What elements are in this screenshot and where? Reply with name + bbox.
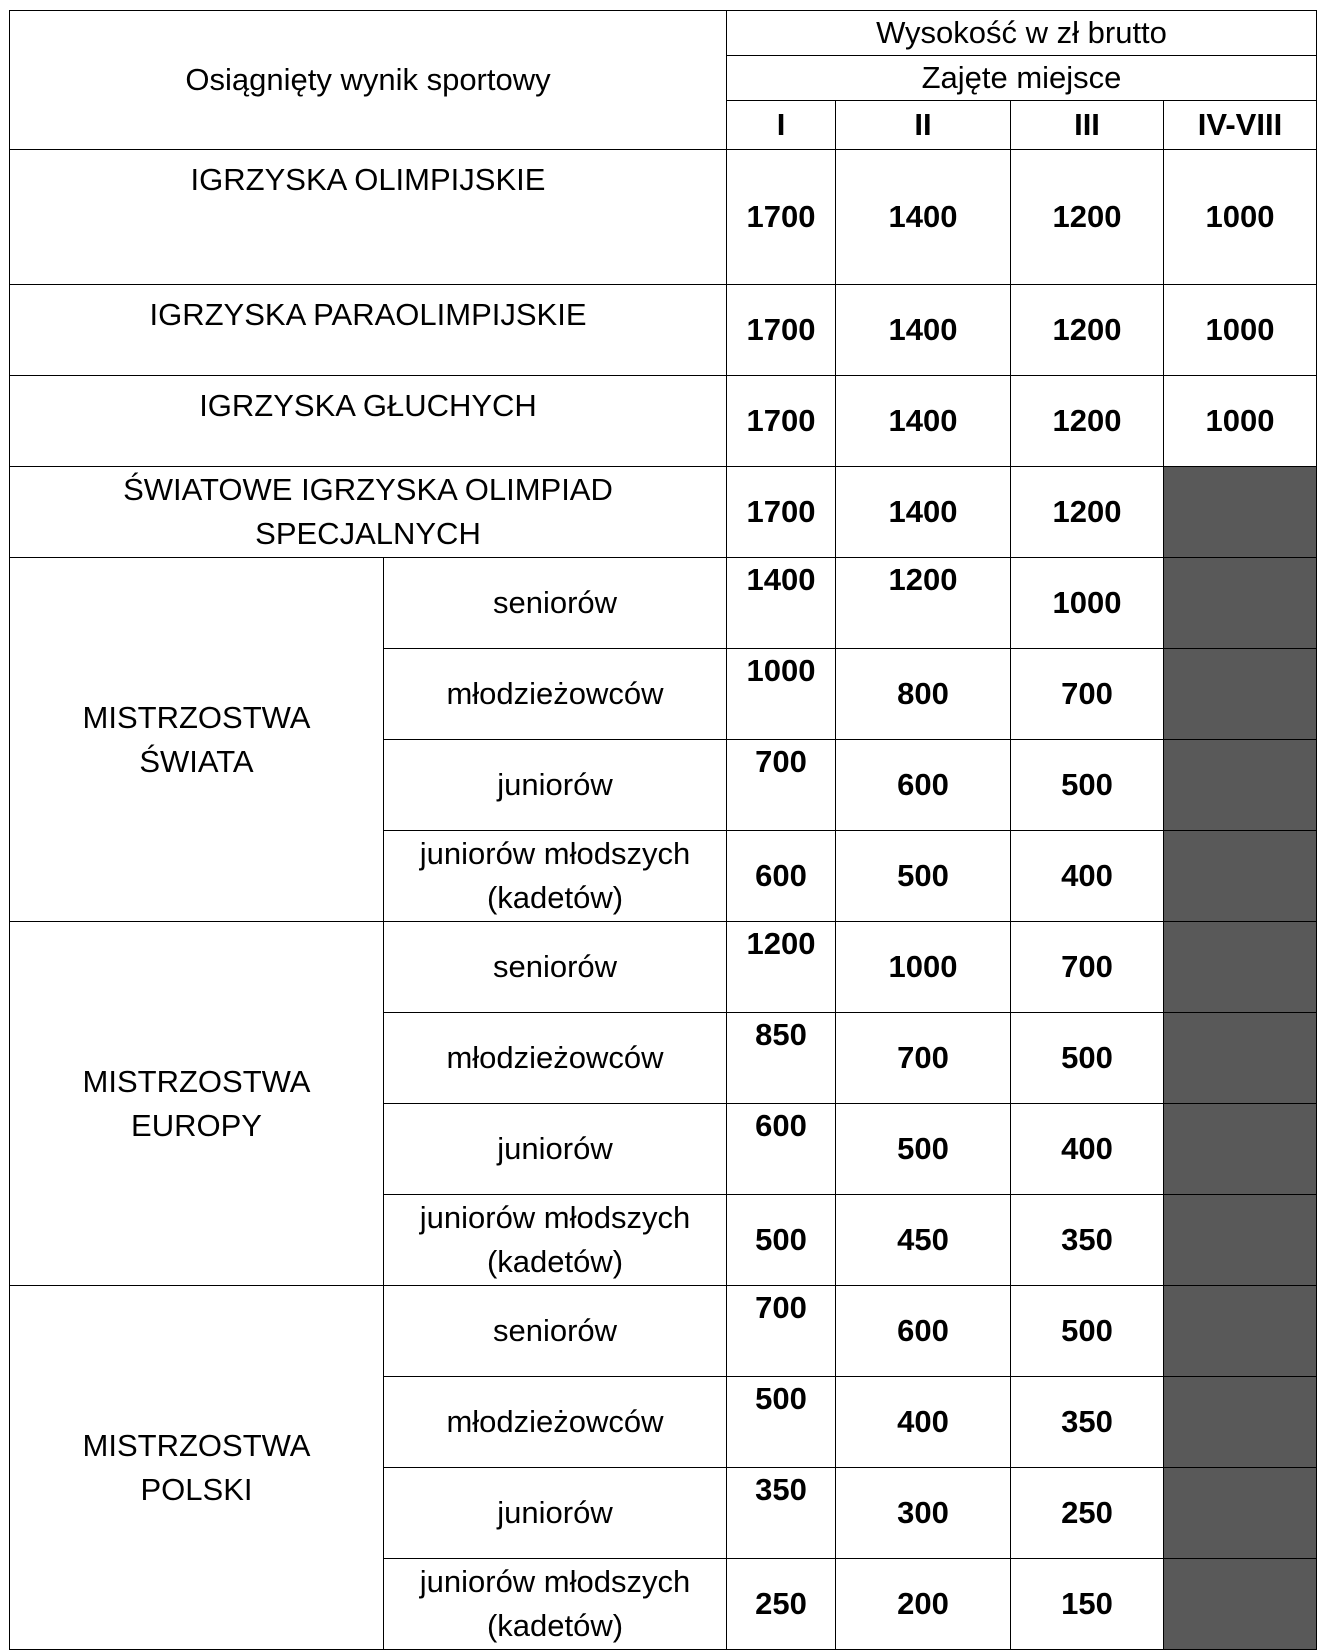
empty-shaded-cell	[1163, 557, 1317, 649]
subcategory-label: młodzieżowców	[383, 1376, 727, 1468]
cell-value: 500	[835, 1103, 1011, 1195]
cell-value: 1400	[726, 557, 836, 649]
group-label: MISTRZOSTWA EUROPY	[9, 921, 384, 1286]
header-amount-title: Wysokość w zł brutto	[726, 10, 1317, 56]
cell-value: 600	[835, 739, 1011, 831]
cell-value: 600	[835, 1285, 1011, 1377]
cell-value: 500	[1010, 1285, 1164, 1377]
cell-value: 1200	[726, 921, 836, 1013]
award-table	[9, 10, 1317, 1643]
header-place-title: Zajęte miejsce	[726, 55, 1317, 101]
cell-value: 450	[835, 1194, 1011, 1286]
cell-value: 1700	[726, 149, 836, 285]
empty-shaded-cell	[1163, 1376, 1317, 1468]
cell-value: 700	[1010, 921, 1164, 1013]
empty-shaded-cell	[1163, 921, 1317, 1013]
cell-value: 1200	[1010, 466, 1164, 558]
group-label: MISTRZOSTWA ŚWIATA	[9, 557, 384, 922]
cell-value: 1000	[726, 648, 836, 740]
cell-value: 350	[1010, 1376, 1164, 1468]
empty-shaded-cell	[1163, 1103, 1317, 1195]
cell-value: 500	[726, 1194, 836, 1286]
header-place-3: III	[1010, 100, 1164, 150]
empty-shaded-cell	[1163, 1558, 1317, 1650]
subcategory-label: seniorów	[383, 921, 727, 1013]
empty-shaded-cell	[1163, 1285, 1317, 1377]
header-place-1: I	[726, 100, 836, 150]
row-label: IGRZYSKA PARAOLIMPIJSKIE	[9, 284, 727, 376]
subcategory-label: juniorów młodszych (kadetów)	[383, 1558, 727, 1650]
cell-value: 400	[835, 1376, 1011, 1468]
header-place-4: IV-VIII	[1163, 100, 1317, 150]
subcategory-label: juniorów	[383, 1103, 727, 1195]
cell-value: 250	[726, 1558, 836, 1650]
cell-value: 700	[835, 1012, 1011, 1104]
cell-value: 1000	[835, 921, 1011, 1013]
subcategory-label: juniorów młodszych (kadetów)	[383, 830, 727, 922]
cell-value: 1200	[835, 557, 1011, 649]
cell-value: 300	[835, 1467, 1011, 1559]
cell-value: 700	[726, 739, 836, 831]
cell-value: 1000	[1163, 284, 1317, 376]
empty-shaded-cell	[1163, 1012, 1317, 1104]
header-place-2: II	[835, 100, 1011, 150]
cell-value: 700	[1010, 648, 1164, 740]
cell-value: 700	[726, 1285, 836, 1377]
cell-value: 500	[726, 1376, 836, 1468]
subcategory-label: młodzieżowców	[383, 1012, 727, 1104]
empty-shaded-cell	[1163, 1194, 1317, 1286]
cell-value: 500	[1010, 1012, 1164, 1104]
cell-value: 350	[726, 1467, 836, 1559]
cell-value: 1400	[835, 284, 1011, 376]
cell-value: 500	[835, 830, 1011, 922]
cell-value: 250	[1010, 1467, 1164, 1559]
group-label: MISTRZOSTWA POLSKI	[9, 1285, 384, 1650]
empty-shaded-cell	[1163, 739, 1317, 831]
row-label: IGRZYSKA GŁUCHYCH	[9, 375, 727, 467]
empty-shaded-cell	[1163, 1467, 1317, 1559]
subcategory-label: juniorów	[383, 739, 727, 831]
cell-value: 150	[1010, 1558, 1164, 1650]
subcategory-label: seniorów	[383, 557, 727, 649]
empty-shaded-cell	[1163, 466, 1317, 558]
row-label: IGRZYSKA OLIMPIJSKIE	[9, 149, 727, 285]
cell-value: 350	[1010, 1194, 1164, 1286]
cell-value: 1000	[1010, 557, 1164, 649]
cell-value: 600	[726, 1103, 836, 1195]
cell-value: 850	[726, 1012, 836, 1104]
cell-value: 1200	[1010, 284, 1164, 376]
row-label: ŚWIATOWE IGRZYSKA OLIMPIAD SPECJALNYCH	[9, 466, 727, 558]
cell-value: 1200	[1010, 375, 1164, 467]
cell-value: 500	[1010, 739, 1164, 831]
cell-value: 800	[835, 648, 1011, 740]
subcategory-label: juniorów	[383, 1467, 727, 1559]
empty-shaded-cell	[1163, 648, 1317, 740]
cell-value: 1700	[726, 284, 836, 376]
cell-value: 1700	[726, 466, 836, 558]
cell-value: 200	[835, 1558, 1011, 1650]
subcategory-label: juniorów młodszych (kadetów)	[383, 1194, 727, 1286]
cell-value: 1000	[1163, 149, 1317, 285]
header-label-column: Osiągnięty wynik sportowy	[9, 10, 727, 150]
subcategory-label: seniorów	[383, 1285, 727, 1377]
empty-shaded-cell	[1163, 830, 1317, 922]
subcategory-label: młodzieżowców	[383, 648, 727, 740]
cell-value: 600	[726, 830, 836, 922]
cell-value: 1700	[726, 375, 836, 467]
cell-value: 400	[1010, 830, 1164, 922]
cell-value: 1000	[1163, 375, 1317, 467]
cell-value: 1400	[835, 466, 1011, 558]
cell-value: 1400	[835, 149, 1011, 285]
cell-value: 400	[1010, 1103, 1164, 1195]
cell-value: 1400	[835, 375, 1011, 467]
cell-value: 1200	[1010, 149, 1164, 285]
